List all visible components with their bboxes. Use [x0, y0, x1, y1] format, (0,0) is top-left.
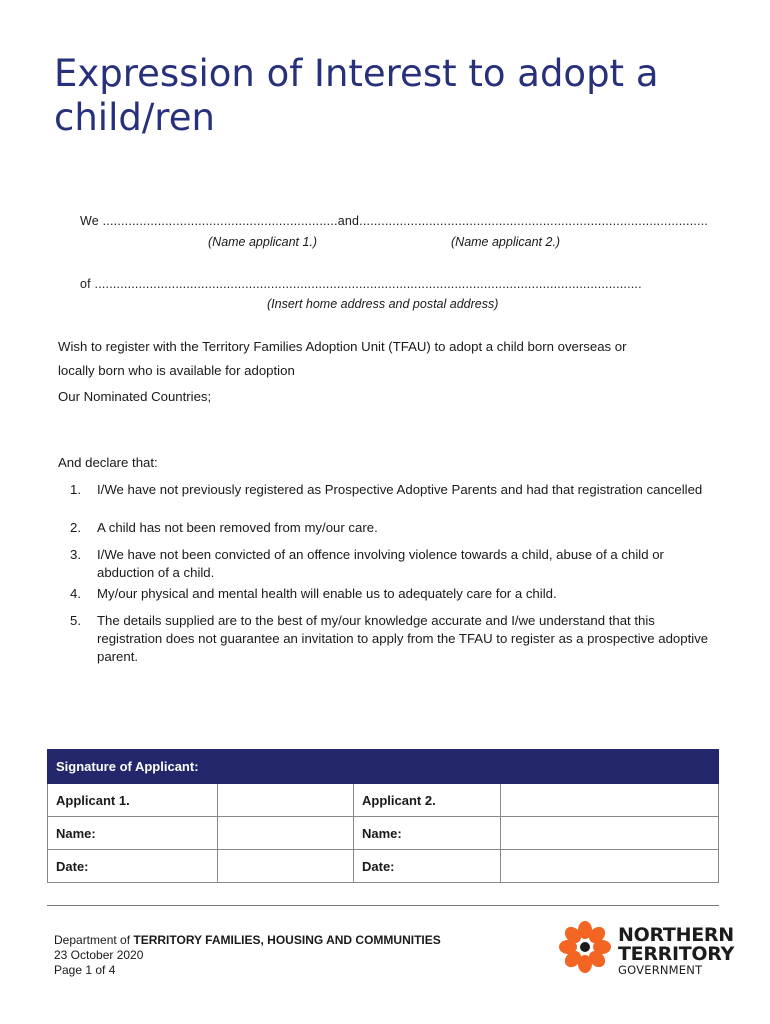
nt-flower-logo-icon [556, 918, 614, 976]
list-text: My/our physical and mental health will enable us to adequately care for a child. [97, 586, 557, 601]
table-row [48, 850, 719, 883]
of-label: of [80, 277, 91, 291]
list-number: 3. [70, 547, 81, 562]
intro-line-2: locally born who is available for adoption [58, 363, 295, 378]
name-1-label: Name: [48, 817, 218, 850]
page-title: Expression of Interest to adopt a child/ren [54, 52, 659, 139]
list-number: 4. [70, 586, 81, 601]
list-number: 5. [70, 613, 81, 628]
and-label: and [337, 214, 360, 228]
declare-heading: And declare that: [58, 455, 158, 470]
applicant-2-signature-field[interactable] [501, 784, 719, 817]
signature-table [47, 749, 719, 883]
footer-page-number: Page 1 of 4 [54, 963, 116, 977]
applicant-1-label: Applicant 1. [48, 784, 218, 817]
footer-divider [47, 905, 719, 906]
footer-department [54, 933, 441, 947]
address-dotted-field[interactable]: ..................................................................................................................................................... [94, 277, 642, 291]
date-1-field[interactable] [218, 850, 354, 883]
intro-line-1: Wish to register with the Territory Families Adoption Unit (TFAU) to adopt a child born overseas or [58, 339, 627, 354]
department-prefix: Department of [54, 933, 131, 947]
applicant-1-signature-field[interactable] [218, 784, 354, 817]
list-text: I/We have not been convicted of an offence involving violence towards a child, abuse of a child or abduction of a child. [97, 547, 664, 580]
list-text: A child has not been removed from my/our care. [97, 520, 378, 535]
applicant-names-line [80, 214, 708, 228]
logo-line-territory: TERRITORY [618, 943, 735, 965]
logo-line-government: GOVERNMENT [618, 963, 703, 977]
footer-date: 23 October 2020 [54, 948, 144, 962]
caption-address: (Insert home address and postal address) [267, 297, 499, 311]
list-number: 1. [70, 482, 81, 497]
logo-line-northern: NORTHERN [618, 924, 734, 946]
logo-wordmark [618, 926, 734, 977]
date-2-label: Date: [354, 850, 501, 883]
name-2-field[interactable] [501, 817, 719, 850]
signature-table-heading: Signature of Applicant: [48, 750, 719, 784]
name-2-label: Name: [354, 817, 501, 850]
date-1-label: Date: [48, 850, 218, 883]
date-2-field[interactable] [501, 850, 719, 883]
nominated-countries: Our Nominated Countries; [58, 389, 212, 404]
applicant-2-dotted-field[interactable]: ............................................................................................... [359, 214, 709, 228]
list-text: The details supplied are to the best of my/our knowledge accurate and I/we understand that this registration does not guarantee an invitation to apply from the TFAU to register as a prospective adoptive parent. [97, 613, 709, 664]
list-text: I/We have not previously registered as Prospective Adoptive Parents and had that registration cancelled [97, 482, 703, 497]
name-1-field[interactable] [218, 817, 354, 850]
table-row [48, 817, 719, 850]
applicant-1-dotted-field[interactable]: ................................................................ [102, 214, 338, 228]
we-label: We [80, 214, 99, 228]
list-number: 2. [70, 520, 81, 535]
table-row [48, 784, 719, 817]
caption-applicant-2: (Name applicant 2.) [451, 235, 561, 249]
caption-applicant-1: (Name applicant 1.) [208, 235, 318, 249]
department-name: TERRITORY FAMILIES, HOUSING AND COMMUNITIES [133, 933, 441, 947]
applicant-2-label: Applicant 2. [354, 784, 501, 817]
address-line [80, 277, 642, 291]
